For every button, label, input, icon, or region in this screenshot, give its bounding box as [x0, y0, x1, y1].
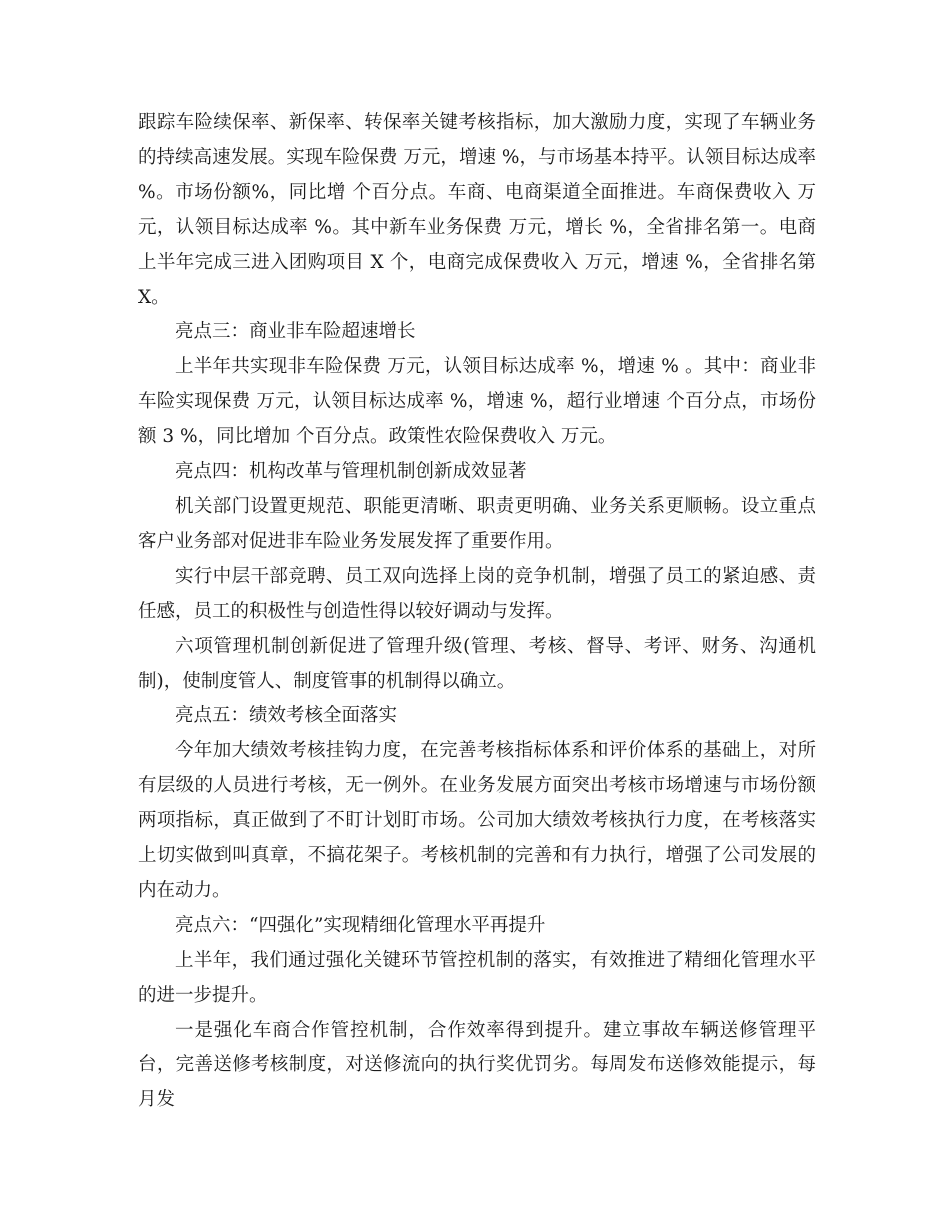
paragraph-management-innovation: 六项管理机制创新促进了管理升级(管理、考核、督导、考评、财务、沟通机制)，使制度管人、制度管事的机制得以确立。: [138, 635, 816, 692]
paragraph-refined-management: 上半年，我们通过强化关键环节管控机制的落实，有效推进了精细化管理水平的进一步提升。: [138, 949, 816, 1006]
paragraph-vehicle-business: 跟踪车险续保率、新保率、转保率关键考核指标，加大激励力度，实现了车辆业务的持续高速发展。实现车险保费 万元，增速 %，与市场基本持平。认领目标达成率 %。市场份额%，同比增 个百分点。车商、电商渠道全面推进。车商保费收入 万元，认领目标达成率 %。其中新车业务保费 万元，增长 %，全省排名第一。电商上半年完成三进入团购项目 X 个，电商完成保费收入 万元，增速 %，全省排名第 X。: [138, 112, 816, 308]
paragraph-performance-assessment: 今年加大绩效考核挂钩力度，在完善考核指标体系和评价体系的基础上，对所有层级的人员进行考核，无一例外。在业务发展方面突出考核市场增速与市场份额两项指标，真正做到了不盯计划盯市场。公司加大绩效考核执行力度，在考核落实上切实做到叫真章，不搞花架子。考核机制的完善和有力执行，增强了公司发展的内在动力。: [138, 740, 816, 901]
heading-highlight-three: 亮点三：商业非车险超速增长: [175, 321, 416, 343]
paragraph-dealer-cooperation: 一是强化车商合作管控机制，合作效率得到提升。建立事故车辆送修管理平台，完善送修考核制度，对送修流向的执行奖优罚劣。每周发布送修效能提示，每月发: [138, 1019, 816, 1111]
paragraph-department-setup: 机关部门设置更规范、职能更清晰、职责更明确、业务关系更顺畅。设立重点客户业务部对促进非车险业务发展发挥了重要作用。: [138, 495, 816, 552]
document-page: [138, 106, 816, 1118]
heading-highlight-six: 亮点六：“四强化”实现精细化管理水平再提升: [175, 914, 546, 936]
paragraph-non-vehicle-insurance: 上半年共实现非车险保费 万元，认领目标达成率 %，增速 % 。其中：商业非车险实现保费 万元，认领目标达成率 %，增速 %，超行业增速 个百分点，市场份额 3 %，同比增加 个百分点。政策性农险保费收入 万元。: [138, 356, 816, 448]
heading-highlight-four: 亮点四：机构改革与管理机制创新成效显著: [175, 461, 527, 483]
paragraph-competition-mechanism: 实行中层干部竞聘、员工双向选择上岗的竞争机制，增强了员工的紧迫感、责任感，员工的积极性与创造性得以较好调动与发挥。: [138, 565, 816, 622]
heading-highlight-five: 亮点五：绩效考核全面落实: [175, 705, 398, 727]
